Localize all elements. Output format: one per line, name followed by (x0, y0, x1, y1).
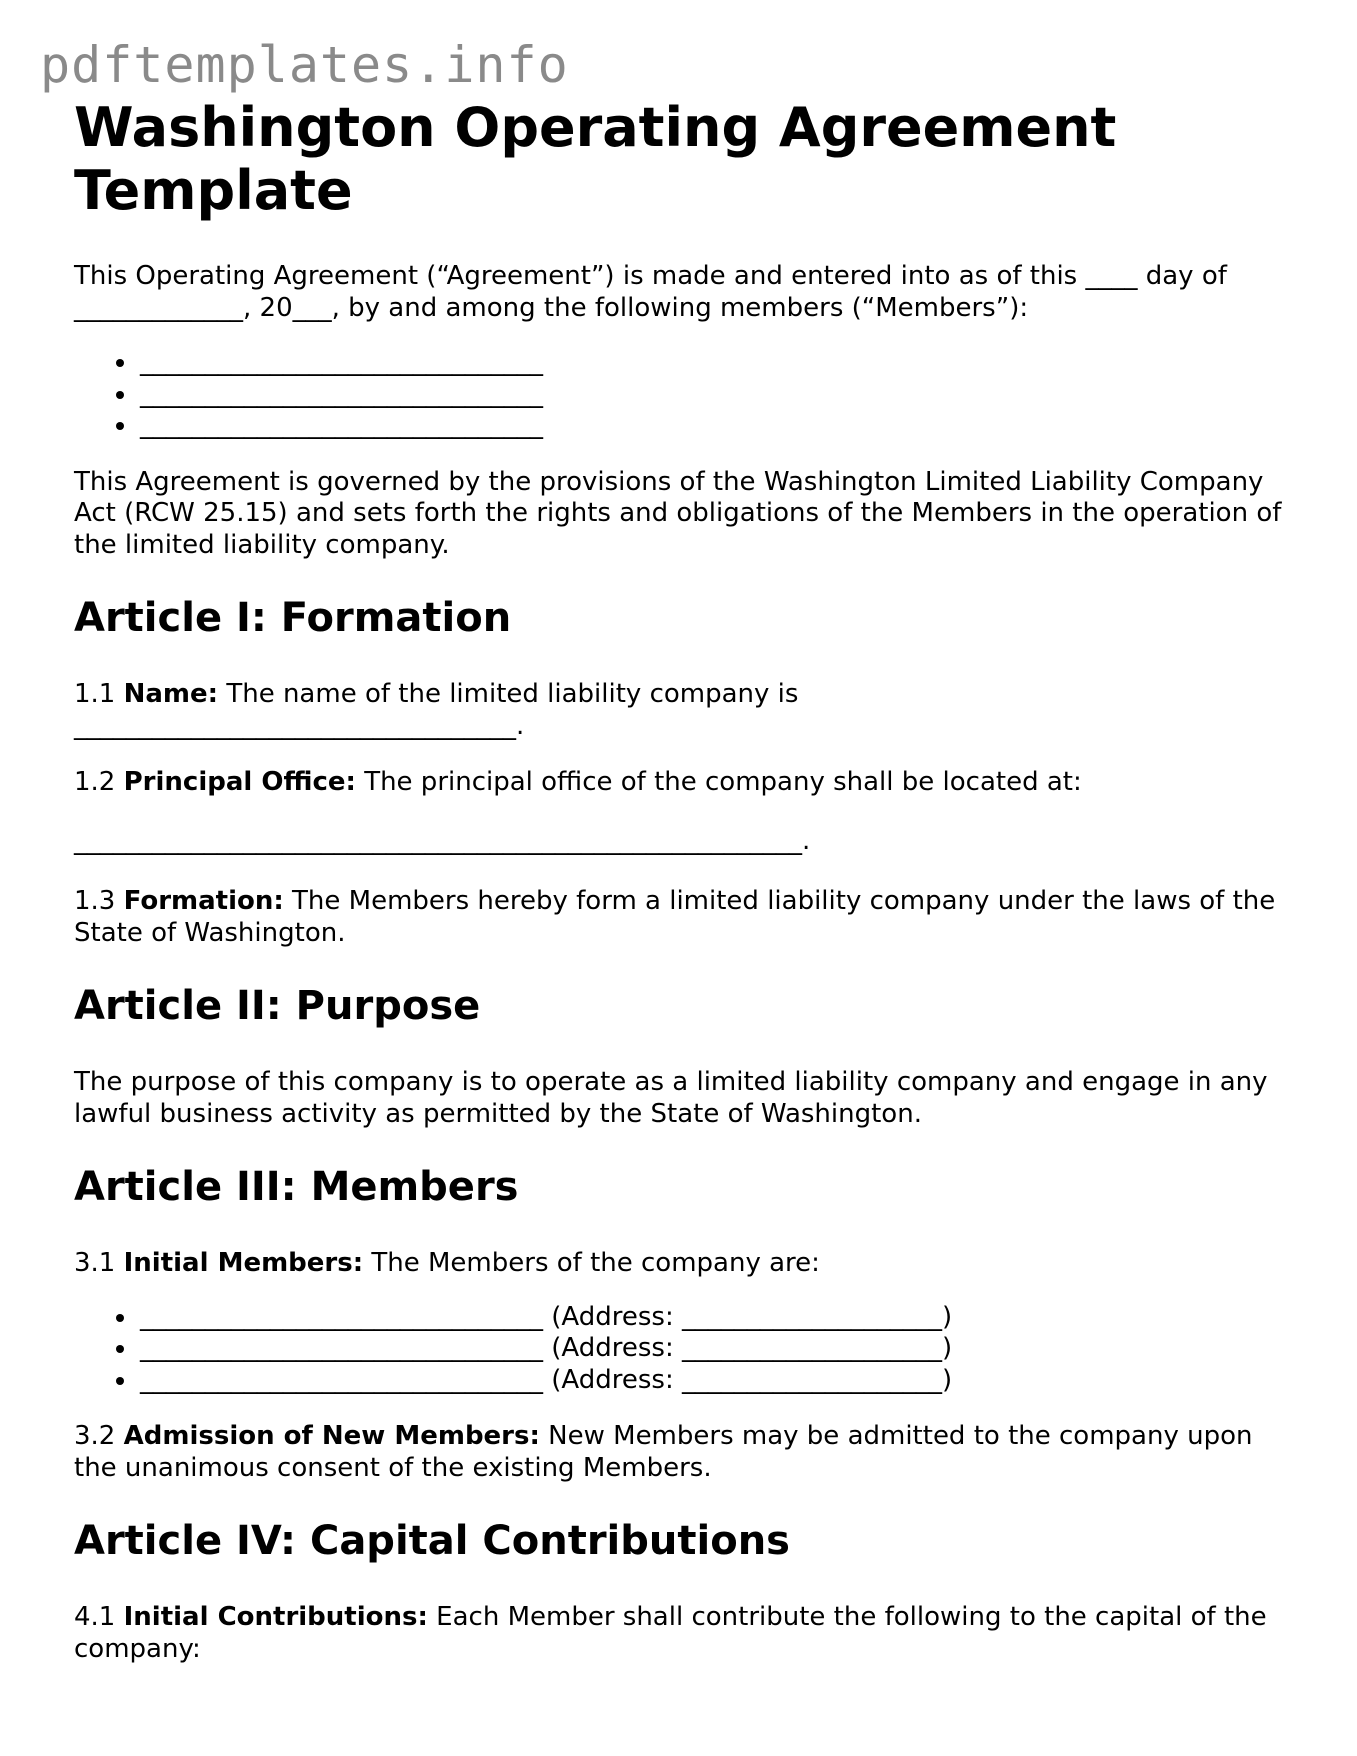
section-number: 1.1 (74, 679, 116, 709)
section-number: 4.1 (74, 1602, 116, 1632)
list-item (138, 379, 1284, 411)
principal-office-blank (74, 826, 1284, 858)
article-2-heading: Article II: Purpose (74, 983, 481, 1029)
document-title (74, 96, 1284, 222)
section-1-2 (74, 767, 1284, 799)
section-number: 3.1 (74, 1248, 116, 1278)
member-blank: _______________________________ (140, 378, 543, 409)
list-item (138, 1365, 1284, 1397)
section-number: 3.2 (74, 1421, 116, 1451)
office-address-blank: ________________________________________________________. (74, 825, 811, 856)
section-number: 1.3 (74, 886, 116, 916)
section-label: Principal Office: (123, 767, 356, 797)
initial-members-list (74, 1302, 1284, 1397)
section-text: New Members may be admitted to the company upon the unanimous consent of the existing Members. (74, 1421, 1253, 1483)
intro-line-2: _____________, 20___, by and among the following members (“Members”): (74, 292, 1029, 323)
member-blank: _______________________________ (140, 410, 543, 440)
section-text: The Members hereby form a limited liability company under the laws of the State of Washington. (74, 886, 1276, 948)
list-item (138, 1333, 1284, 1365)
member-address-blank: _______________________________ (Address: ____________________) (140, 1364, 953, 1395)
section-label: Name: (123, 679, 219, 709)
member-address-blank: _______________________________ (Address: ____________________) (140, 1333, 953, 1363)
section-label: Formation: (123, 886, 284, 916)
section-number: 1.2 (74, 767, 116, 797)
section-text: The Members of the company are: (371, 1248, 820, 1278)
section-text: The principal office of the company shall be located at: (364, 767, 1082, 797)
article-1-heading: Article I: Formation (74, 595, 512, 641)
title-line-1: Washington Operating Agreement (74, 96, 1117, 159)
list-item (138, 410, 1284, 442)
title-line-2: Template (74, 159, 353, 222)
list-item (138, 347, 1284, 379)
section-label: Initial Members: (123, 1248, 364, 1278)
member-blank: _______________________________ (140, 347, 543, 377)
list-item (138, 1302, 1284, 1334)
watermark: pdftemplates.info (40, 36, 569, 94)
company-name-blank: __________________________________. (74, 710, 525, 741)
article-3-heading: Article III: Members (74, 1164, 519, 1210)
section-1-3 (74, 886, 1284, 949)
intro-paragraph (74, 261, 1284, 324)
section-text: The name of the limited liability company is (226, 679, 799, 709)
section-label: Initial Contributions: (123, 1602, 428, 1632)
section-text: Each Member shall contribute the following to the capital of the company: (74, 1602, 1267, 1664)
purpose-paragraph: The purpose of this company is to operate as a limited liability company and engage in any lawful business activity as permitted by the State of Washington. (74, 1067, 1268, 1129)
section-4-1 (74, 1602, 1284, 1665)
member-blank-list (74, 347, 1284, 442)
section-3-1 (74, 1248, 1284, 1280)
section-1-1 (74, 679, 1284, 742)
governing-paragraph: This Agreement is governed by the provisions of the Washington Limited Liability Company Act (RCW 25.15) and sets forth the rights and obligations of the Members in the operation of the limited liability company. (74, 466, 1282, 560)
document-page (74, 96, 1284, 1665)
member-address-blank: _______________________________ (Address: ____________________) (140, 1301, 953, 1332)
article-4-heading: Article IV: Capital Contributions (74, 1518, 790, 1564)
section-label: Admission of New Members: (123, 1421, 540, 1451)
intro-line-1: This Operating Agreement (“Agreement”) is made and entered into as of this ____ day of (74, 261, 1227, 291)
section-3-2 (74, 1421, 1284, 1484)
